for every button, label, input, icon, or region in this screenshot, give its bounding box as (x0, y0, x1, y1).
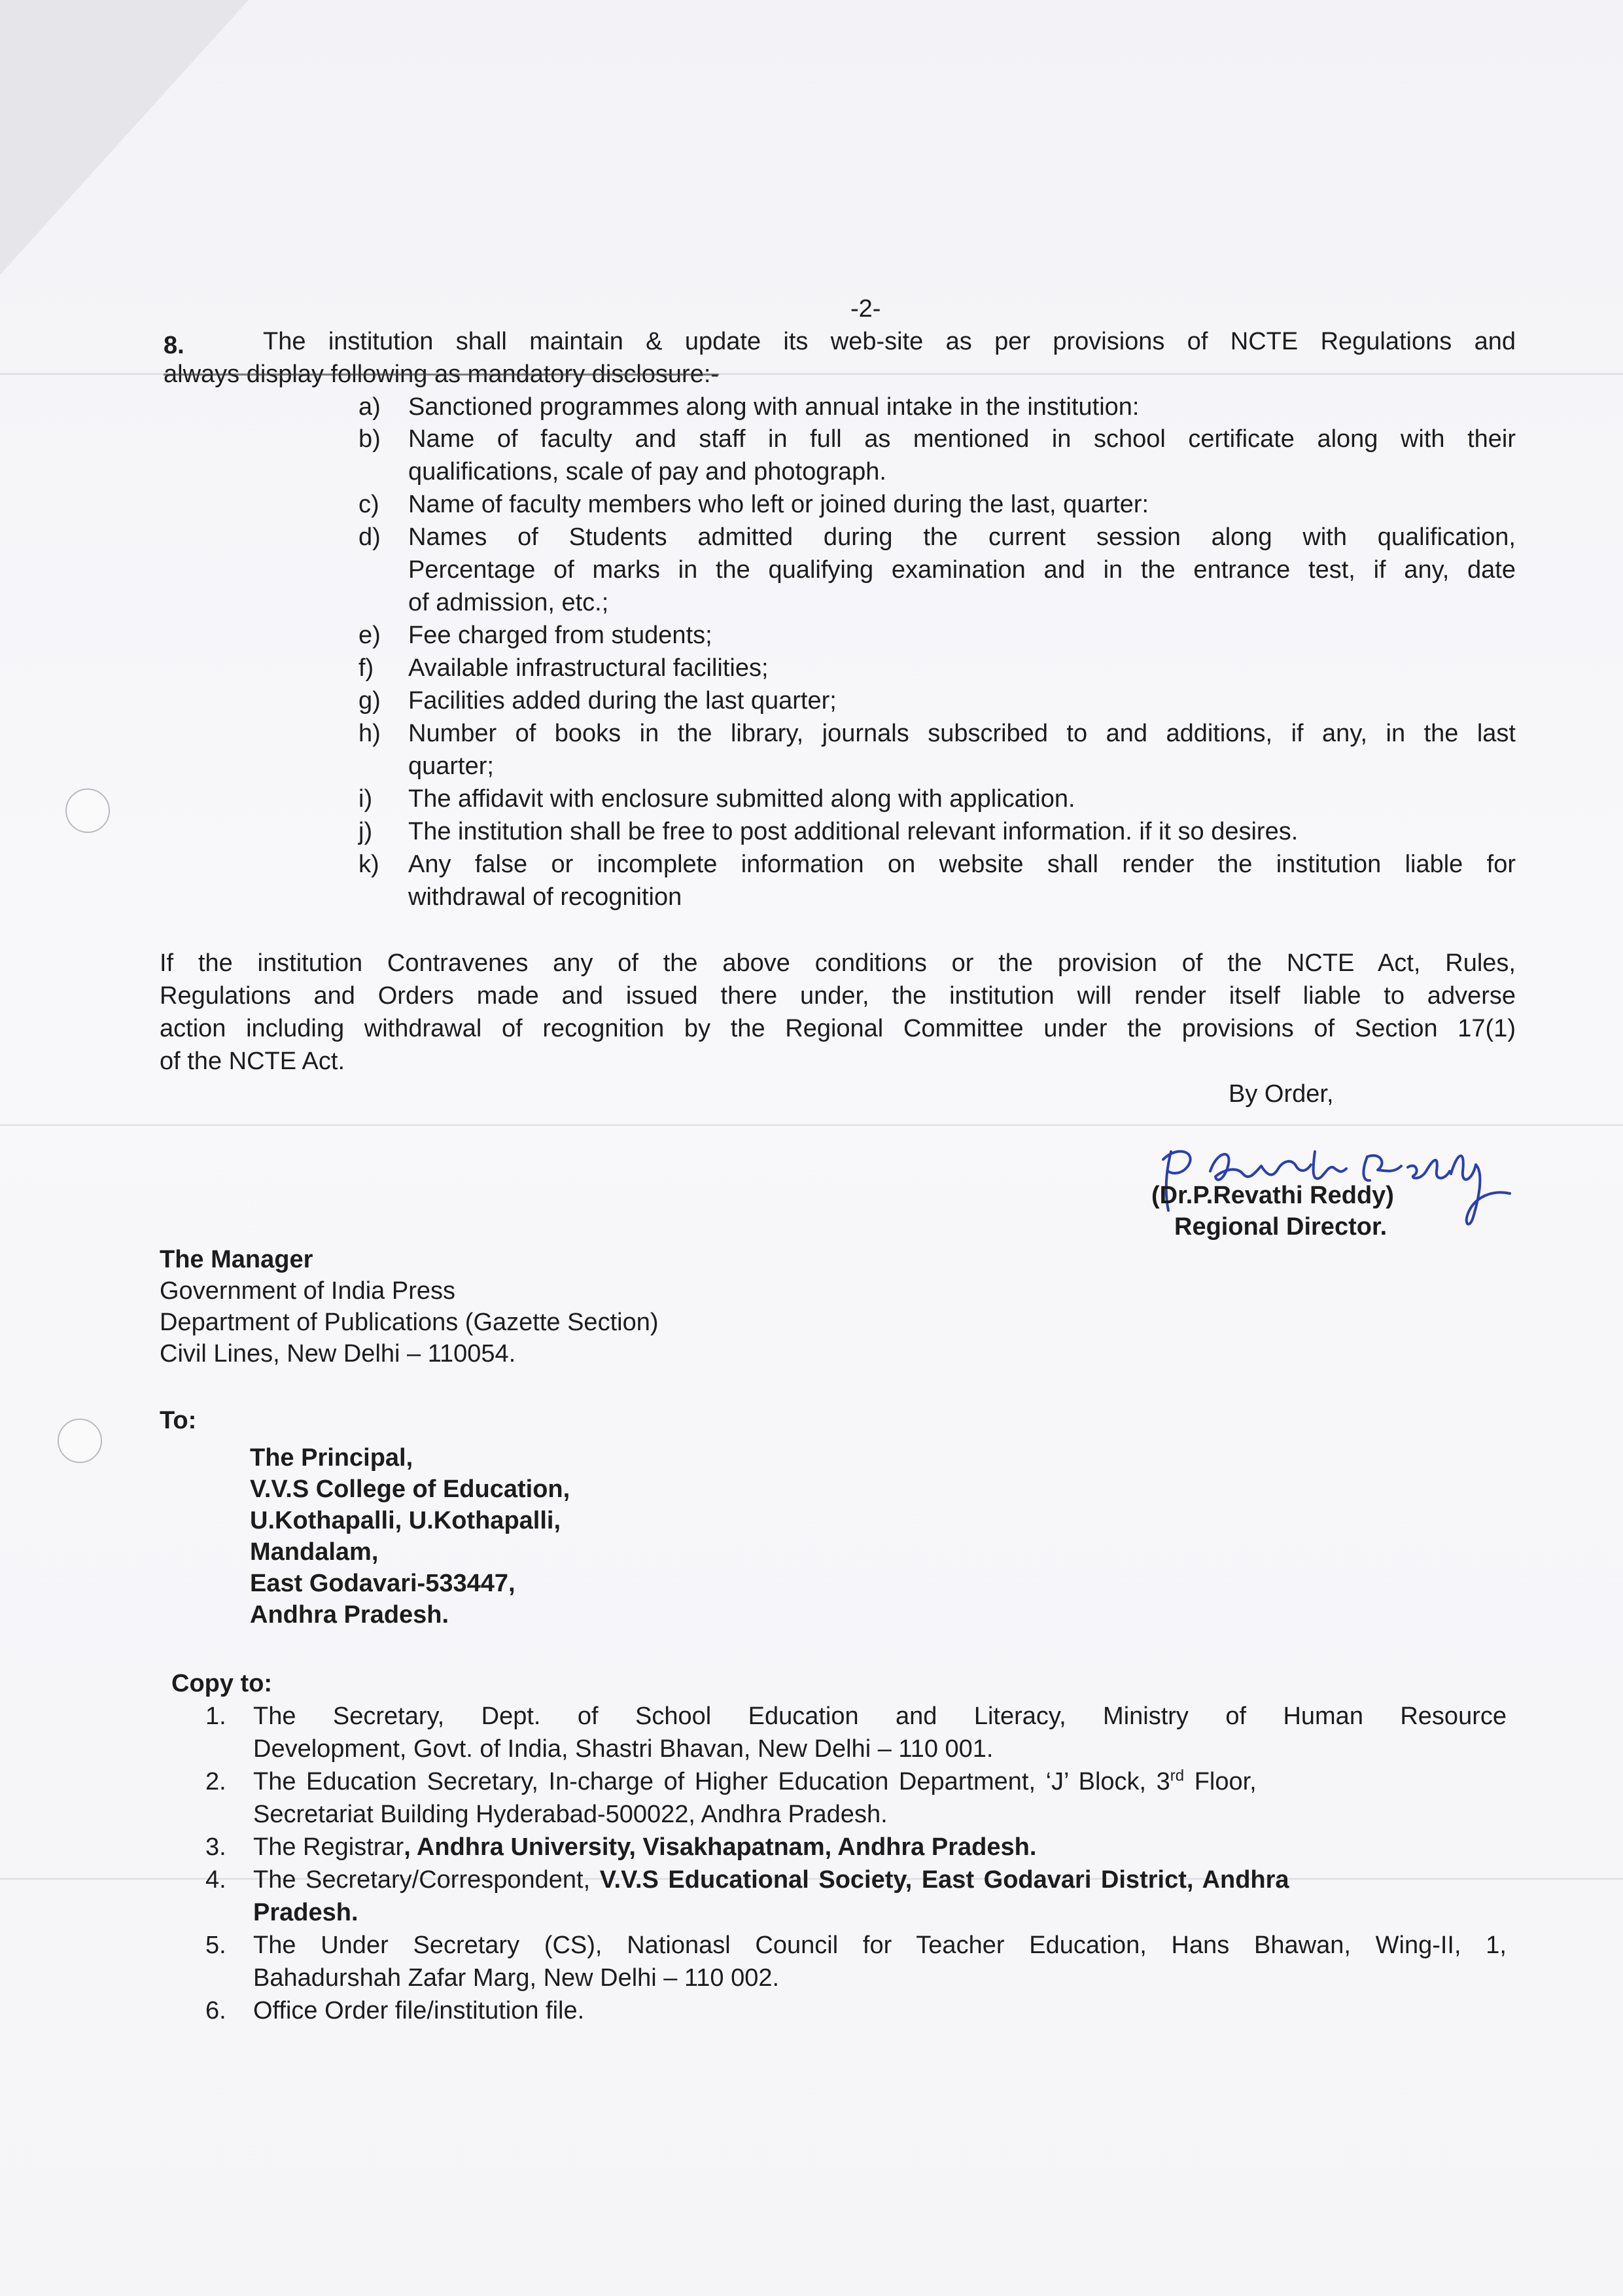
copy-to-bold-text: V.V.S Educational Society, East Godavari District, Andhra (599, 1866, 1289, 1894)
copy-to-text: The Education Secretary, In-charge of Higher Education Department, ‘J’ Block, 3 (253, 1768, 1170, 1795)
manager-title: The Manager (160, 1246, 313, 1273)
list-letter: j) (358, 818, 373, 845)
list-letter: a) (358, 393, 381, 421)
copy-to-item (253, 1831, 1036, 1863)
list-item: Number of books in the library, journals subscribed to and additions, if any, in the last (408, 720, 1516, 747)
to-address-line: Andhra Pradesh. (250, 1601, 449, 1629)
copy-to-number: 3. (205, 1833, 226, 1861)
para8-line1: The institution shall maintain & update its web-site as per provisions of NCTE Regulations and (263, 328, 1516, 355)
list-item: Available infrastructural facilities; (408, 654, 769, 682)
manager-address-line: Civil Lines, New Delhi – 110054. (160, 1340, 516, 1368)
list-item: Any false or incomplete information on website shall render the institution liable for (408, 851, 1516, 878)
to-address-line: U.Kothapalli, U.Kothapalli, (250, 1507, 561, 1534)
to-address-line: The Principal, (250, 1444, 413, 1472)
copy-to-item (253, 1863, 1289, 1896)
punch-hole (65, 788, 110, 833)
list-item: The institution shall be free to post additional relevant information. if it so desires. (408, 818, 1299, 845)
folded-corner (0, 0, 249, 275)
list-item: Facilities added during the last quarter; (408, 687, 837, 715)
to-label: To: (160, 1407, 197, 1434)
copy-to-text: The Registrar (253, 1833, 404, 1861)
copy-to-number: 1. (205, 1703, 226, 1730)
list-item: Name of faculty members who left or joined during the last, quarter: (408, 491, 1149, 518)
list-item: Name of faculty and staff in full as mentioned in school certificate along with their (408, 425, 1516, 453)
copy-to-item: Office Order file/institution file. (253, 1997, 585, 2024)
copy-to-number: 5. (205, 1932, 226, 1959)
copy-to-superscript: rd (1170, 1767, 1185, 1785)
list-item: of admission, etc.; (408, 589, 609, 616)
contravene-line: of the NCTE Act. (160, 1048, 345, 1075)
copy-to-bold-text: , Andhra University, Visakhapatnam, Andhra Pradesh. (404, 1833, 1037, 1861)
list-letter: d) (358, 523, 381, 551)
list-letter: f) (358, 654, 374, 682)
manager-address-line: Government of India Press (160, 1277, 455, 1305)
copy-to-item: Pradesh. (253, 1899, 358, 1926)
contravene-line: action including withdrawal of recognition by the Regional Committee under the provisions of Section 17(1) (160, 1015, 1516, 1042)
to-address-line: East Godavari-533447, (250, 1570, 515, 1597)
para-number: 8. (164, 332, 184, 359)
list-item: Fee charged from students; (408, 622, 712, 649)
list-item: Sanctioned programmes along with annual intake in the institution: (408, 393, 1140, 421)
manager-address-line: Department of Publications (Gazette Section) (160, 1309, 659, 1336)
copy-to-number: 6. (205, 1997, 226, 2024)
copy-to-text: The Secretary/Correspondent, (253, 1866, 600, 1894)
list-item: Percentage of marks in the qualifying examination and in the entrance test, if any, date (408, 556, 1516, 584)
signatory-designation: Regional Director. (1174, 1213, 1387, 1241)
copy-to-label: Copy to: (171, 1670, 273, 1697)
copy-to-item: Development, Govt. of India, Shastri Bhavan, New Delhi – 110 001. (253, 1735, 994, 1763)
copy-to-item: Bahadurshah Zafar Marg, New Delhi – 110 002. (253, 1964, 780, 1992)
to-address-line: Mandalam, (250, 1538, 379, 1566)
page-number: -2- (850, 295, 881, 323)
signatory-name: (Dr.P.Revathi Reddy) (1151, 1182, 1394, 1209)
copy-to-text: Floor, (1184, 1768, 1257, 1795)
contravene-line: If the institution Contravenes any of the above conditions or the provision of the NCTE Act, Rules, (160, 949, 1516, 977)
list-letter: e) (358, 622, 381, 649)
list-letter: k) (358, 851, 379, 878)
list-item: qualifications, scale of pay and photograph. (408, 458, 886, 486)
by-order: By Order, (1229, 1080, 1334, 1108)
list-letter: b) (358, 425, 381, 453)
para8-line2: always display following as mandatory disclosure:- (164, 361, 720, 388)
copy-to-number: 2. (205, 1768, 226, 1795)
list-letter: c) (358, 491, 379, 518)
copy-to-item (253, 1765, 1507, 1798)
copy-to-number: 4. (205, 1866, 226, 1894)
list-item: The affidavit with enclosure submitted along with application. (408, 785, 1075, 813)
copy-to-item: Secretariat Building Hyderabad-500022, Andhra Pradesh. (253, 1801, 888, 1828)
copy-to-item: The Under Secretary (CS), Nationasl Council for Teacher Education, Hans Bhawan, Wing-II, 1, (253, 1932, 1507, 1959)
contravene-line: Regulations and Orders made and issued there under, the institution will render itself liable to adverse (160, 982, 1516, 1010)
list-item: quarter; (408, 752, 494, 780)
list-letter: g) (358, 687, 381, 715)
list-item: withdrawal of recognition (408, 883, 682, 911)
to-address-line: V.V.S College of Education, (250, 1475, 570, 1503)
punch-hole (58, 1419, 102, 1463)
list-letter: h) (358, 720, 381, 747)
list-item: Names of Students admitted during the current session along with qualification, (408, 523, 1516, 551)
list-letter: i) (358, 785, 373, 813)
copy-to-item: The Secretary, Dept. of School Education and Literacy, Ministry of Human Resource (253, 1703, 1507, 1730)
